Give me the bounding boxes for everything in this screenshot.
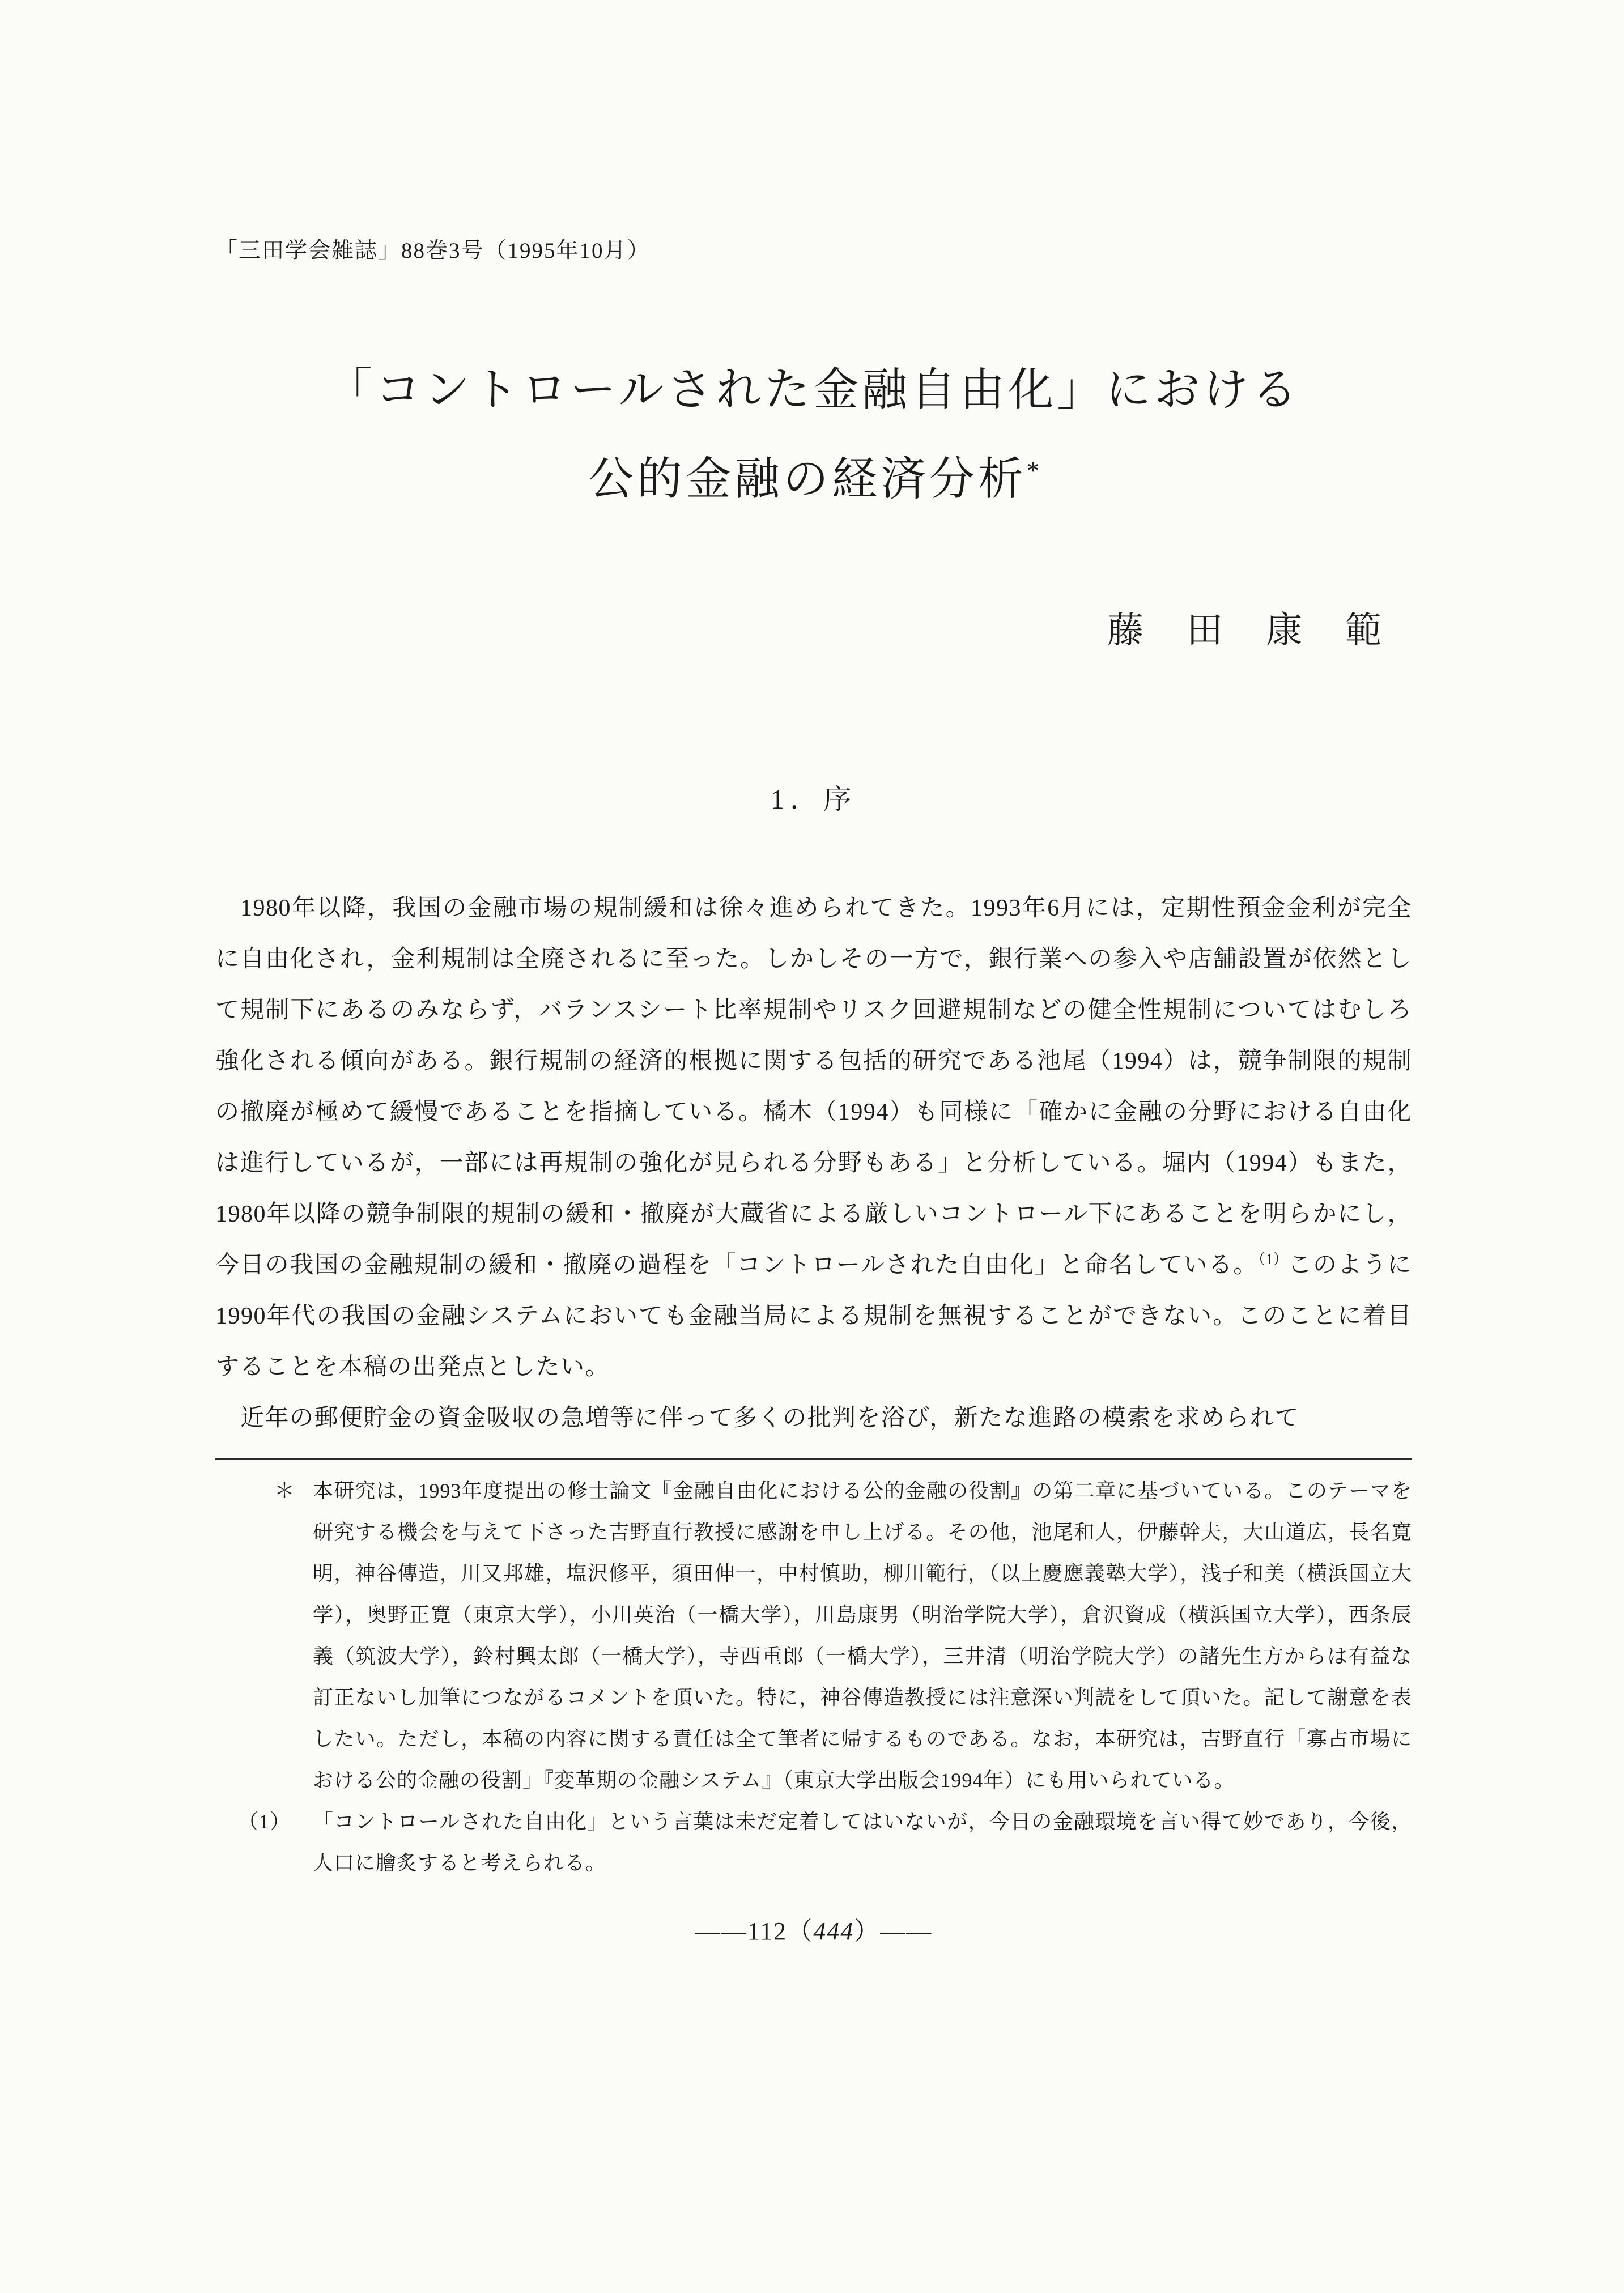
paper-title bbox=[215, 350, 1412, 520]
footnote-separator-rule bbox=[215, 1458, 1412, 1460]
footer-page-number: 112 bbox=[747, 1917, 788, 1945]
footnote-ref-1: （1） bbox=[1258, 1250, 1289, 1267]
author-name: 藤 田 康 範 bbox=[1107, 610, 1385, 650]
footnote-star-text: 本研究は，1993年度提出の修士論文『金融自由化における公的金融の役割』の第二章に基づいている。このテーマを研究する機会を与えて下さった吉野直行教授に感謝を申し上げる。その他，池尾和人，伊藤幹夫，大山道広，長名寛明，神谷傳造，川又邦雄，塩沢修平，須田伸一，中村慎助，柳川範行，（以上慶應義塾大学），浅子和美（横浜国立大学），奥野正寛（東京大学），小川英治（一橋大学），川島康男（明治学院大学），倉沢資成（横浜国立大学），西条辰義（筑波大学），鈴村興太郎（一橋大学），寺西重郎（一橋大学），三井清（明治学院大学）の諸先生方からは有益な訂正ないし加筆につながるコメントを頂いた。特に，神谷傳造教授には注意深い判読をして頂いた。記して謝意を表したい。ただし，本稿の内容に関する責任は全て筆者に帰するものである。なお，本研究は，吉野直行「寡占市場における公的金融の役割」『変革期の金融システム』（東京大学出版会1994年）にも用いられている。 bbox=[313, 1479, 1412, 1792]
body-paragraph-2: 近年の郵便貯金の資金吸収の急増等に伴って多くの批判を浴び，新たな進路の模索を求められて bbox=[240, 1405, 1299, 1431]
title-footnote-star: * bbox=[1027, 457, 1039, 484]
footnote-1-marker: （1） bbox=[238, 1810, 291, 1833]
body-text bbox=[215, 883, 1412, 1444]
footnote-star-marker: ＊ bbox=[274, 1479, 296, 1502]
title-line-2 bbox=[215, 431, 1412, 520]
paragraph-1-text-before-ref: 1980年以降，我国の金融市場の規制緩和は徐々進められてきた。1993年6月には，定期性預金金利が完全に自由化され，金利規制は全廃されるに至った。しかしその一方で，銀行業への参入や店舗設置が依然として規制下にあるのみならず，バランスシート比率規制やリスク回避規制などの健全性規制についてはむしろ強化される傾向がある。銀行規制の経済的根拠に関する包括的研究である池尾（1994）は，競争制限的規制の撤廃が極めて緩慢であることを指摘している。橘木（1994）も同様に「確かに金融の分野における自由化は進行しているが，一部には再規制の強化が見られる分野もある」と分析している。堀内（1994）もまた，1980年以降の競争制限的規制の緩和・撤廃が大蔵省による厳しいコントロール下にあることを明らかにし，今日の我国の金融規制の緩和・撤廃の過程を「コントロールされた自由化」と命名している。 bbox=[215, 895, 1412, 1278]
page-number-footer bbox=[215, 1915, 1412, 1949]
footer-dash-left: —— bbox=[695, 1917, 747, 1945]
footer-paren-close: ） bbox=[854, 1917, 881, 1945]
title-line-1-text: 「コントロールされた金融自由化」における bbox=[326, 365, 1301, 415]
section-heading: 1．序 bbox=[770, 783, 857, 815]
footnote-1-text: 「コントロールされた自由化」という言葉は未だ定着してはいないが，今日の金融環境を言い得て妙であり，今後，人口に膾炙すると考えられる。 bbox=[313, 1810, 1412, 1874]
footnote-1 bbox=[215, 1801, 1412, 1884]
paragraph-1-text-after-ref: このように1990年代の我国の金融システムにおいても金融当局による規制を無視することができない。このことに着目することを本稿の出発点としたい。 bbox=[215, 1252, 1412, 1380]
journal-header: 「三田学会雑誌」88巻3号（1995年10月） bbox=[215, 239, 651, 263]
footer-issue-number: 444 bbox=[813, 1917, 854, 1945]
footer-dash-right: —— bbox=[880, 1917, 933, 1945]
footer-paren-open: （ bbox=[787, 1917, 814, 1945]
title-line-1 bbox=[215, 350, 1412, 431]
title-line-2-text: 公的金融の経済分析 bbox=[588, 454, 1027, 505]
page-content bbox=[215, 0, 1412, 1949]
footnotes-block bbox=[215, 1470, 1412, 1884]
body-paragraph-1 bbox=[215, 883, 1412, 1393]
footnote-star bbox=[215, 1470, 1412, 1801]
